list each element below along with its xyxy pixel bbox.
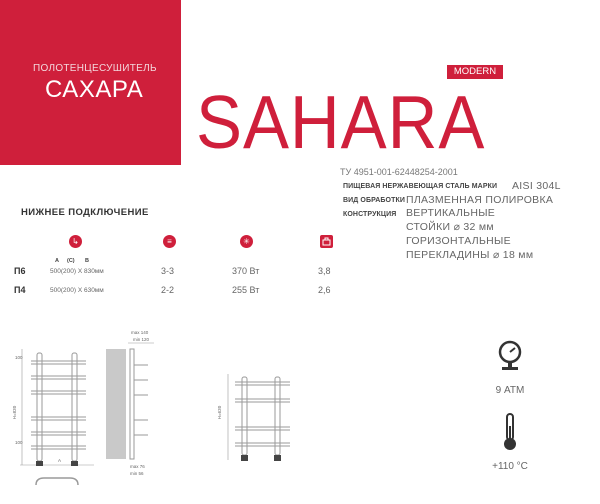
pressure-gauge-icon xyxy=(498,340,522,374)
pressure-label: 9 АТМ xyxy=(495,385,525,396)
weight-p4: 2,6 xyxy=(318,285,331,295)
spec-construction-line-3: ПЕРЕКЛАДИНЫ ⌀ 18 мм xyxy=(406,249,534,261)
weight-p6: 3,8 xyxy=(318,266,331,276)
spec-code: ТУ 4951-001-62448254-2001 xyxy=(340,167,458,177)
spec-label-construction: КОНСТРУКЦИЯ xyxy=(343,211,397,218)
brand-name: SAHARA xyxy=(196,80,486,164)
p6-height-dim: Н=830 xyxy=(12,405,18,420)
hero-block xyxy=(0,0,181,165)
p6-side-drawing xyxy=(104,335,164,470)
p6-side-min-top: min 120 xyxy=(133,337,150,342)
power-p4: 255 Вт xyxy=(232,285,260,295)
sections-p6: 3-3 xyxy=(161,266,175,276)
sections-icon: ≡ xyxy=(163,235,176,248)
p6-a-dim: А xyxy=(58,458,62,463)
hero-subtitle: ПОЛОТЕНЦЕСУШИТЕЛЬ xyxy=(33,63,157,74)
spec-value-treatment: ПЛАЗМЕННАЯ ПОЛИРОВКА xyxy=(406,194,554,206)
power-p6: 370 Вт xyxy=(232,266,260,276)
spec-value-material: AISI 304L xyxy=(512,180,561,192)
label-b: B xyxy=(85,258,89,264)
p6-front-drawing xyxy=(14,345,109,495)
spec-construction-line-1: СТОЙКИ ⌀ 32 мм xyxy=(406,221,494,233)
label-c: (C) xyxy=(67,258,75,264)
spec-value-construction: ВЕРТИКАЛЬНЫЕ xyxy=(406,207,496,219)
size-p4: 500(200) Х 630мм xyxy=(50,287,104,294)
label-a: A xyxy=(55,258,59,264)
thermometer-icon xyxy=(502,412,518,452)
size-p6: 500(200) Х 830мм xyxy=(50,268,104,275)
sections-p4: 2-2 xyxy=(161,285,175,295)
weight-icon xyxy=(320,235,333,248)
connection-title: НИЖНЕЕ ПОДКЛЮЧЕНИЕ xyxy=(21,207,149,218)
p4-height-dim: Н=630 xyxy=(217,405,223,420)
model-p6: П6 xyxy=(14,266,26,276)
p6-top-dim: 100 xyxy=(15,355,23,360)
p6-side-max-bottom: max 76 xyxy=(130,464,145,469)
spec-label-material: ПИЩЕВАЯ НЕРЖАВЕЮЩАЯ СТАЛЬ МАРКИ xyxy=(343,183,498,190)
p6-side-max-top: max 140 xyxy=(131,330,149,335)
modern-badge: MODERN xyxy=(447,65,503,79)
p6-side-min-bottom: min 56 xyxy=(130,471,144,476)
model-p4: П4 xyxy=(14,285,26,295)
spec-label-treatment: ВИД ОБРАБОТКИ xyxy=(343,197,405,204)
hero-title: САХАРА xyxy=(45,76,144,103)
p6-bottom-dim: 100 xyxy=(15,440,23,445)
temperature-label: +110 °С xyxy=(492,461,528,472)
p4-front-drawing xyxy=(222,372,302,472)
power-icon: ✳ xyxy=(240,235,253,248)
dimensions-icon: ↳ xyxy=(69,235,82,248)
spec-construction-line-2: ГОРИЗОНТАЛЬНЫЕ xyxy=(406,235,511,247)
